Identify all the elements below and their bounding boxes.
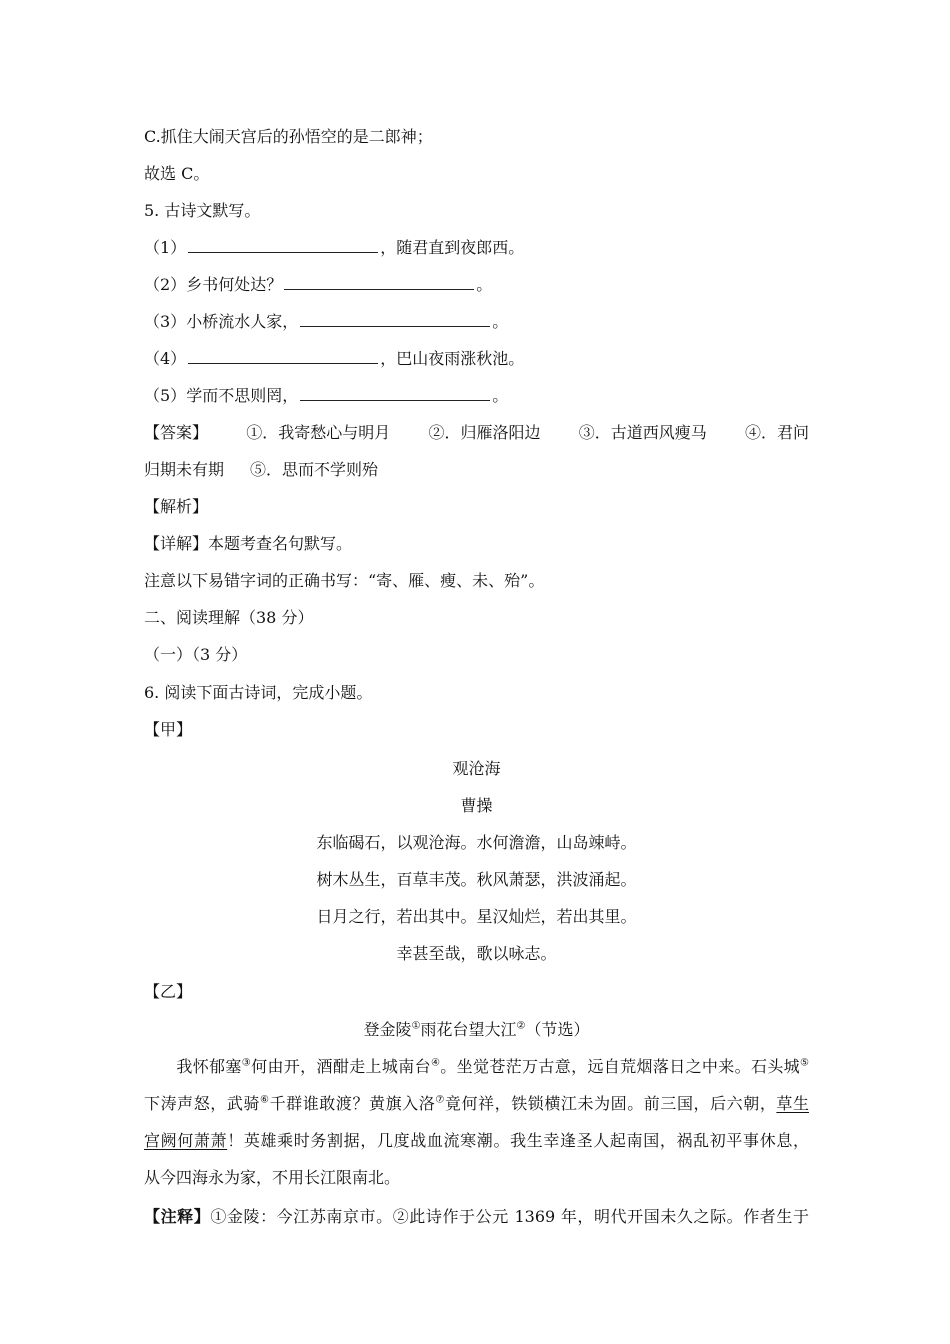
underlined-phrase: 宫阙何萧萧 xyxy=(144,1131,228,1150)
poem2-text: 千群谁敢渡？黄旗入洛 xyxy=(269,1094,436,1113)
poem2-text: 。坐觉苍茫万古意，远自荒烟落日之中来。石头城 xyxy=(440,1057,801,1076)
item-text-before: 学而不思则罔， xyxy=(186,386,299,405)
item-text-after: ，随君直到夜郎西。 xyxy=(380,238,525,257)
note-marker: ③ xyxy=(241,1057,252,1069)
item-number: （3） xyxy=(144,312,187,331)
q5-item-3 xyxy=(144,311,809,333)
poem2-text: ！英雄乘时务割据，几度战血流寒潮。我生幸逢圣人起南国，祸乱初平事休息， xyxy=(227,1131,809,1150)
item-text-before: 小桥流水人家， xyxy=(186,312,299,331)
note-marker: ① xyxy=(411,1020,421,1032)
q5-item-1 xyxy=(144,237,809,259)
poem2-line-1 xyxy=(144,1056,809,1078)
answer-2: ②．归雁洛阳边 xyxy=(428,423,541,442)
poem2-title-part: （节选） xyxy=(525,1020,590,1039)
poem1-line-1: 东临碣石，以观沧海。水何澹澹，山岛竦峙。 xyxy=(316,833,637,852)
item-text-after: 。 xyxy=(476,275,493,294)
answer-blank[interactable] xyxy=(300,311,490,327)
note-label: 【注释】 xyxy=(144,1207,211,1226)
poem2-line-2 xyxy=(144,1093,809,1115)
note-text: ①金陵：今江苏南京市。②此诗作于公元 1369 年，明代开国未久之际。作者生于 xyxy=(210,1207,809,1226)
q5-item-2 xyxy=(144,274,809,296)
q5-note: 注意以下易错字词的正确书写：“寄、雁、瘦、未、殆”。 xyxy=(144,571,545,590)
poem2-text: 何由开，酒酣走上城南台 xyxy=(251,1057,431,1076)
section-2-title: 二、阅读理解（38 分） xyxy=(144,608,314,627)
poem1-line-2: 树木丛生，百草丰茂。秋风萧瑟，洪波涌起。 xyxy=(316,870,637,889)
poem1-line-3: 日月之行，若出其中。星汉灿烂，若出其里。 xyxy=(316,907,637,926)
poem2-line-3 xyxy=(144,1130,809,1152)
prev-conclusion: 故选 C。 xyxy=(144,164,210,183)
item-text-before: 乡书何处达？ xyxy=(186,275,283,294)
item-text-after: 。 xyxy=(492,386,509,405)
note-marker: ⑤ xyxy=(800,1057,809,1069)
poem2-title-part: 雨花台望大江 xyxy=(420,1020,517,1039)
item-text-after: 。 xyxy=(492,312,509,331)
item-number: （4） xyxy=(144,349,187,368)
q6-title: 6. 阅读下面古诗词，完成小题。 xyxy=(144,683,373,702)
answer-blank[interactable] xyxy=(188,237,378,253)
poem2-text: 竟何祥，铁锁横江未为固。前三国，后六朝， xyxy=(444,1094,777,1113)
poem2-notes xyxy=(144,1206,809,1228)
poem2-title-part: 登金陵 xyxy=(363,1020,412,1039)
poem1-title: 观沧海 xyxy=(452,759,501,778)
item-text-after: ，巴山夜雨涨秋池。 xyxy=(380,349,525,368)
poem1-author: 曹操 xyxy=(460,796,493,815)
note-marker: ⑦ xyxy=(435,1094,445,1106)
yi-label: 【乙】 xyxy=(144,982,193,1001)
answer-4-continued: 归期未有期 xyxy=(144,460,225,479)
prev-option-c: C.抓住大闹天宫后的孙悟空的是二郎神； xyxy=(144,127,433,146)
q5-answer-row xyxy=(144,422,809,444)
item-number: （5） xyxy=(144,386,187,405)
answer-blank[interactable] xyxy=(188,348,378,364)
q5-detail: 【详解】本题考查名句默写。 xyxy=(144,534,353,553)
underlined-phrase: 草生 xyxy=(776,1094,809,1113)
q5-answer-row-2 xyxy=(144,459,809,481)
item-number: （2） xyxy=(144,275,187,294)
jia-label: 【甲】 xyxy=(144,720,193,739)
q5-item-4 xyxy=(144,348,809,370)
answer-4: ④．君问 xyxy=(744,423,809,442)
note-marker: ② xyxy=(516,1020,526,1032)
answer-3: ③．古道西风瘦马 xyxy=(578,423,707,442)
poem2-line-4: 从今四海永为家，不用长江限南北。 xyxy=(144,1168,401,1187)
answer-5: ⑤．思而不学则殆 xyxy=(250,460,379,479)
section-2-sub: （一）（3 分） xyxy=(144,645,248,664)
poem2-text: 下涛声怒，武骑 xyxy=(144,1094,261,1113)
poem2-text: 我怀郁塞 xyxy=(176,1057,242,1076)
poem1-line-4: 幸甚至哉，歌以咏志。 xyxy=(396,944,557,963)
answer-1: ①．我寄愁心与明月 xyxy=(246,423,391,442)
note-marker: ④ xyxy=(430,1057,441,1069)
item-number: （1） xyxy=(144,238,187,257)
q5-analysis-label: 【解析】 xyxy=(144,497,209,516)
answer-blank[interactable] xyxy=(284,274,474,290)
answer-label: 【答案】 xyxy=(144,423,209,442)
note-marker: ⑥ xyxy=(260,1094,270,1106)
q5-item-5 xyxy=(144,385,809,407)
answer-blank[interactable] xyxy=(300,385,490,401)
q5-title: 5. 古诗文默写。 xyxy=(144,201,261,220)
poem2-title xyxy=(144,1019,809,1041)
